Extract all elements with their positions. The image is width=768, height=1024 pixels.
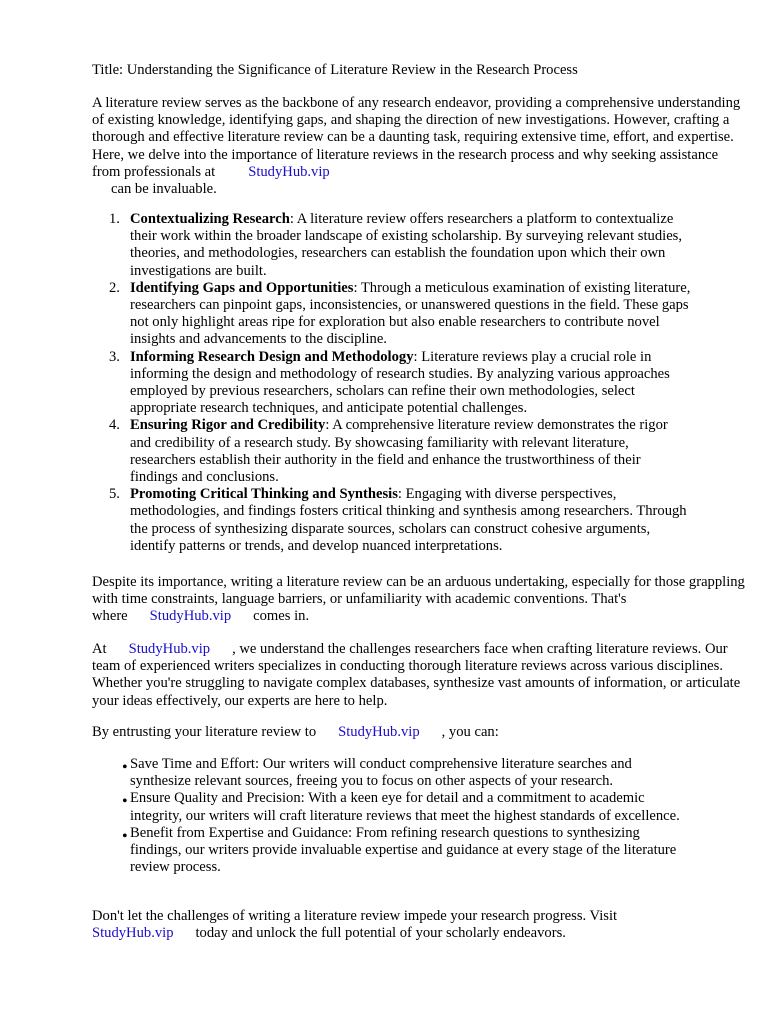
bullet-text: Ensure Quality and Precision: With a keen eye for detail and a commitment to academic integrity, our writers will craft literature reviews that meet the highest standards of excellence. [130,790,680,824]
para3-before: At [92,641,107,657]
list-item: 3. Informing Research Design and Methodology: Literature reviews play a crucial role in informing the design and methodology of research studies. By analyzing various approaches employed by previous researchers, scholars can refine their own methodologies, select appropriate research techniques, and anticipate potential challenges. [109,348,670,417]
para4-after: , you can: [441,724,499,740]
list-heading: Ensuring Rigor and Credibility [130,417,326,434]
list-number: 1. [109,211,120,227]
para5-text: Don't let the challenges of writing a literature review impede your research progress. Visit [92,908,618,924]
list-item [92,790,692,824]
list-text: A literature review offers researchers a platform to contextualize their work within the broader landscape of existing scholarship. By surveying relevant studies, theories, and methodologies, researchers can establish the foundation upon which their own investigations are built. [130,211,682,279]
list-text: A comprehensive literature review demonstrates the rigor and credibility of a research study. By showcasing familiarity with relevant literature, researchers establish their authority in the field and enhance the trustworthiness of their findings and conclusions. [130,417,668,486]
paragraph-difficulty [92,574,752,626]
list-text: Through a meticulous examination of existing literature, researchers can pinpoint gaps, inconsistencies, or unanswered questions in the field. These gaps not only highlight areas ripe for exploration but also enable researchers to contribute novel insights and advancements to the discipline. [130,279,691,348]
intro-paragraph [92,95,742,198]
list-heading: Contextualizing Research [130,211,290,227]
paragraph-closing [92,908,742,942]
para3-text: , we understand the challenges researchers face when crafting literature reviews. Our team of experienced writers specializes in conducting thorough literature reviews across various disciplines. Whether you're struggling to navigate complex databases, synthesize vast amounts of information, or articulate your ideas effectively, our experts are here to help. [92,641,741,709]
bullet-icon: • [122,759,128,776]
list-item [92,756,692,790]
list-item: 1. Contextualizing Research: A literature review offers researchers a platform to contextualize their work within the broader landscape of existing scholarship. By surveying relevant studies, theories, and methodologies, researchers can establish the foundation upon which their own investigations are built. [109,211,682,279]
list-number: 5. [109,486,120,503]
list-number: 4. [109,417,120,434]
list-heading: Promoting Critical Thinking and Synthesis [130,486,398,503]
importance-list [92,211,692,555]
studyhub-link-1[interactable]: StudyHub.vip [248,163,330,180]
list-heading: Identifying Gaps and Opportunities [130,279,354,296]
para4-before: By entrusting your literature review to [92,724,317,740]
bullet-icon: • [122,793,128,811]
intro-after: can be invaluable. [111,181,217,198]
list-text: Engaging with diverse perspectives, methodologies, and findings fosters critical thinking and synthesis among researchers. Through the process of synthesizing disparate sources, scholars can construct cohesive arguments, identify patterns or trends, and develop nuanced interpretations. [130,486,687,554]
para5-after: today and unlock the full potential of your scholarly endeavors. [195,925,566,942]
list-item: 2. Identifying Gaps and Opportunities: Through a meticulous examination of existing literature, researchers can pinpoint gaps, inconsistencies, or unanswered questions in the field. These gaps not only highlight areas ripe for exploration but also enable researchers to contribute novel insights and advancements to the discipline. [109,279,691,348]
list-text: Literature reviews play a crucial role in informing the design and methodology of research studies. By analyzing various approaches employed by previous researchers, scholars can refine their own methodologies, select appropriate research techniques, and anticipate potential challenges. [130,348,670,417]
document-title: Title: Understanding the Significance of Literature Review in the Research Process [92,62,578,78]
list-item: 5. Promoting Critical Thinking and Synthesis: Engaging with diverse perspectives, methodologies, and findings fosters critical thinking and synthesis among researchers. Through the process of synthesizing disparate sources, scholars can construct cohesive arguments, identify patterns or trends, and develop nuanced interpretations. [109,486,687,554]
para2-after: comes in. [253,608,310,625]
list-item [92,825,692,877]
studyhub-link-3[interactable]: StudyHub.vip [128,641,211,657]
list-item: 4. Ensuring Rigor and Credibility: A comprehensive literature review demonstrates the rigor and credibility of a research study. By showcasing familiarity with relevant literature, researchers establish their authority in the field and enhance the trustworthiness of their findings and conclusions. [109,417,668,486]
studyhub-link-4[interactable]: StudyHub.vip [338,724,420,740]
paragraph-about [92,641,752,710]
studyhub-link-2[interactable]: StudyHub.vip [149,608,232,625]
paragraph-benefits-intro [92,724,742,741]
studyhub-link-5[interactable]: StudyHub.vip [92,925,174,942]
bullet-icon: • [122,827,128,845]
bullet-text: Benefit from Expertise and Guidance: From refining research questions to synthesizing findings, our writers provide invaluable expertise and guidance at every stage of the literature review process. [130,824,677,876]
list-number: 2. [109,279,120,296]
benefits-list [92,756,692,876]
list-heading: Informing Research Design and Methodology [130,348,414,365]
bullet-text: Save Time and Effort: Our writers will conduct comprehensive literature searches and synthesize relevant sources, freeing you to focus on other aspects of your research. [130,756,632,790]
list-number: 3. [109,348,120,365]
para2-text: Despite its importance, writing a literature review can be an arduous undertaking, especially for those grappling with time constraints, language barriers, or unfamiliarity with academic conventions. That's where [92,574,745,625]
intro-text: A literature review serves as the backbone of any research endeavor, providing a comprehensive understanding of existing knowledge, identifying gaps, and shaping the direction of new investigations. However, crafting a thorough and effective literature review can be a daunting task, requiring extensive time, effort, and expertise. Here, we delve into the importance of literature reviews in the research process and why seeking assistance from professionals at [92,95,741,180]
